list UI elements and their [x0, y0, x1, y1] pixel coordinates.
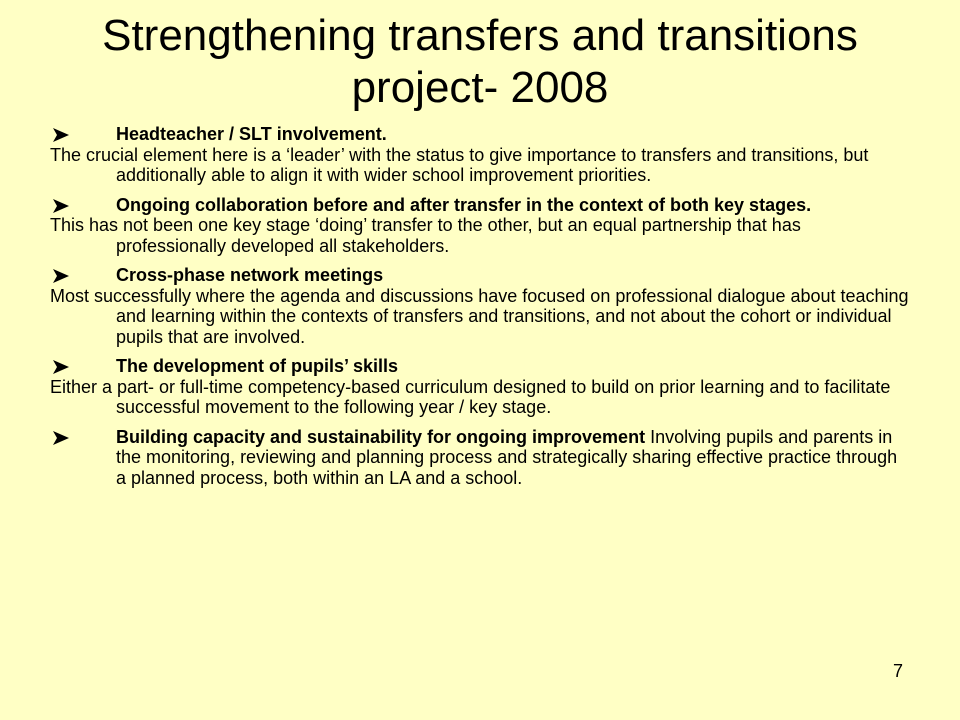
bullet-item [50, 265, 910, 286]
bullet-description: Involving pupils and parents in the monitoring, reviewing and planning process and strategically sharing effective practice through a planned process, both within an LA and a school. [116, 426, 898, 488]
arrowhead-bullet-icon [53, 199, 69, 213]
bullet-description: This has not been one key stage ‘doing’ transfer to the other, but an equal partnership that has professionally developed all stakeholders. [50, 215, 801, 256]
bullet-description: Either a part- or full-time competency-based curriculum designed to build on prior learning and to facilitate successful movement to the following year / key stage. [50, 376, 891, 417]
bullet-heading: Headteacher / SLT involvement. [116, 124, 387, 144]
bullet-description: Most successfully where the agenda and discussions have focused on professional dialogue about teaching and learning within the contexts of transfers and transitions, and not about the cohort or individual pupils that are involved. [50, 285, 909, 347]
bullet-item [50, 195, 910, 216]
page-number: 7 [892, 661, 903, 681]
bullet-heading: Ongoing collaboration before and after transfer in the context of both key stages. [116, 194, 812, 215]
slide-title-line-2: project- 2008 [351, 63, 609, 112]
bullet-item [50, 356, 910, 377]
arrowhead-bullet-icon [53, 360, 69, 374]
slide-title [0, 10, 960, 114]
bullet-heading: Cross-phase network meetings [116, 265, 384, 285]
bullet-heading: The development of pupils’ skills [116, 356, 399, 376]
bullet-item [50, 124, 910, 145]
bullet-heading: Building capacity and sustainability for ongoing improvement [116, 426, 646, 447]
arrowhead-bullet-icon [53, 431, 69, 445]
arrowhead-bullet-icon [53, 128, 69, 142]
arrowhead-bullet-icon [53, 269, 69, 283]
slide-title-line-1: Strengthening transfers and transitions [102, 11, 858, 60]
bullet-item [50, 427, 910, 489]
bullet-description: The crucial element here is a ‘leader’ with the status to give importance to transfers and transitions, but additionally able to align it with wider school improvement priorities. [50, 144, 869, 185]
slide-body [50, 124, 910, 488]
